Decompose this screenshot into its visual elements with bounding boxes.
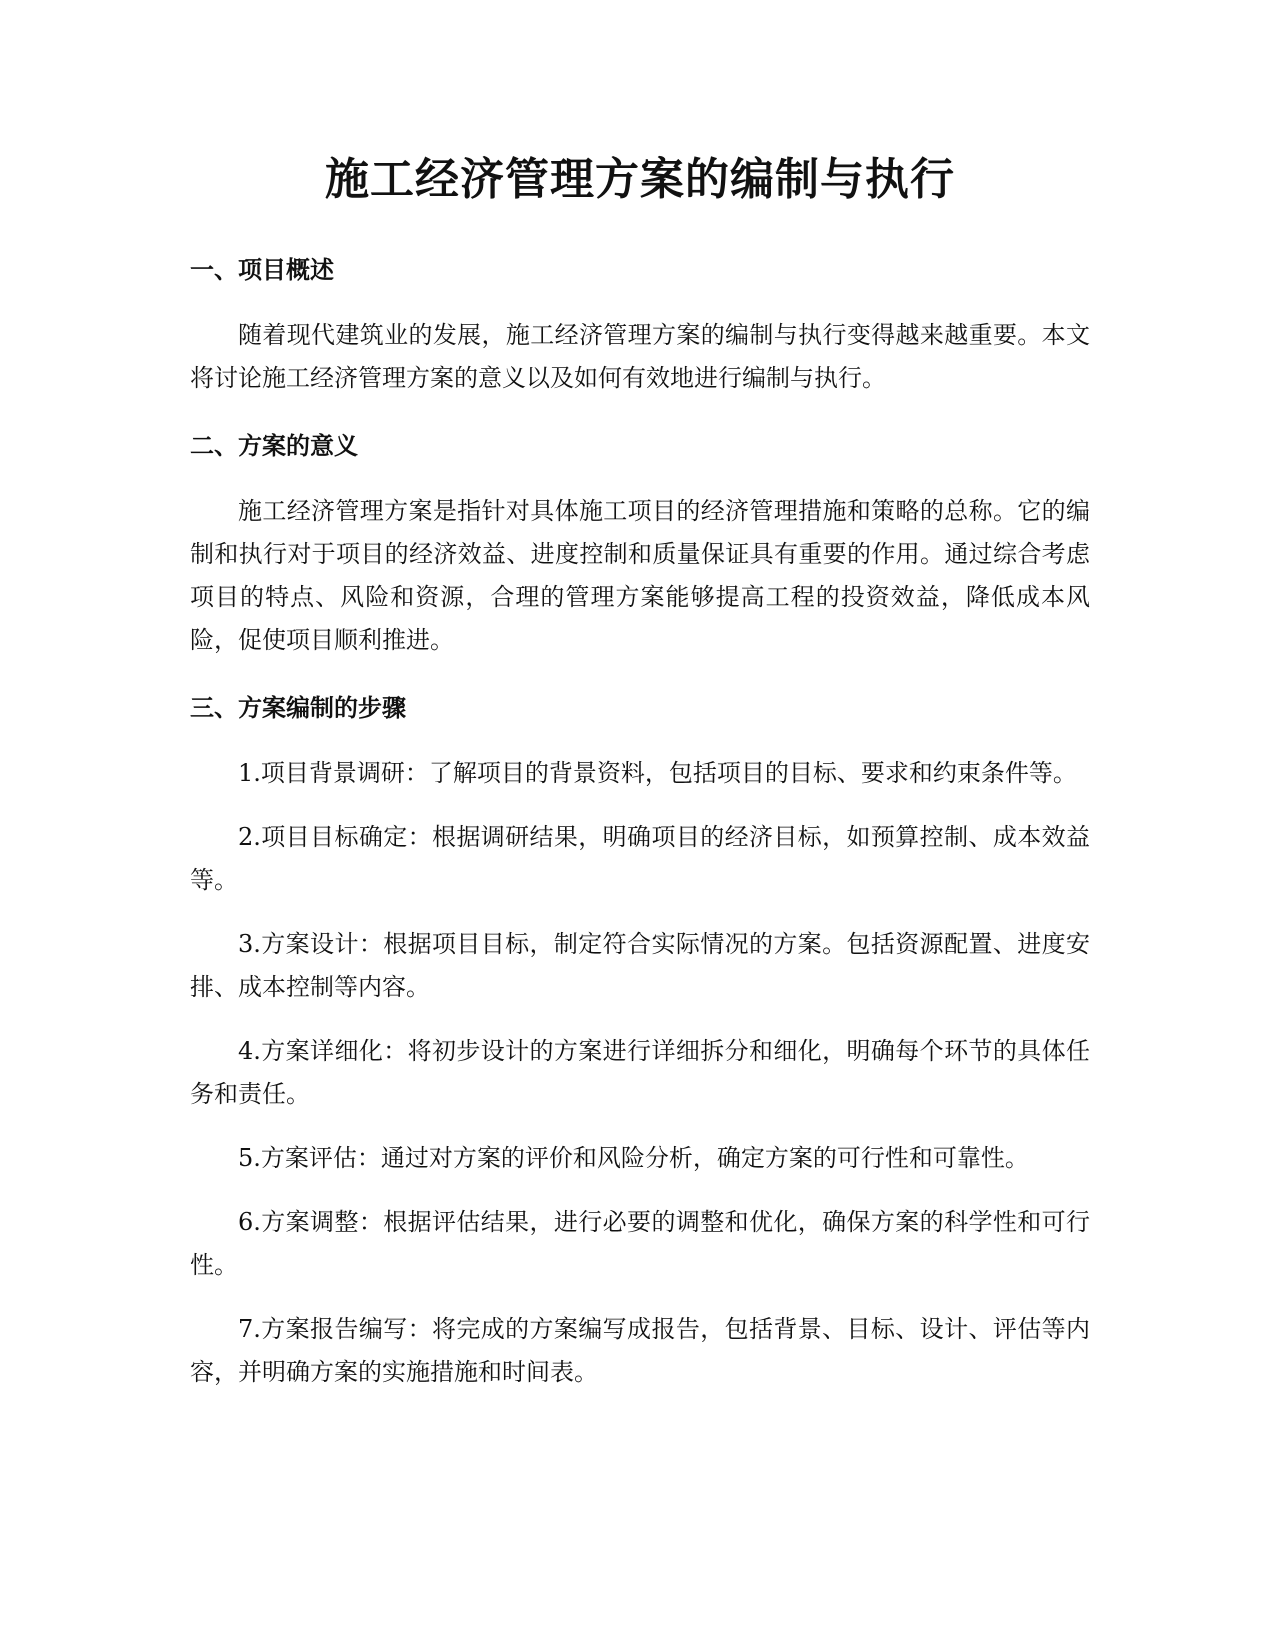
section-heading-overview: 一、项目概述 <box>190 256 334 284</box>
paragraph-overview: 随着现代建筑业的发展，施工经济管理方案的编制与执行变得越来越重要。本文将讨论施工经济管理方案的意义以及如何有效地进行编制与执行。 <box>190 321 1090 392</box>
step-item-4: 4.方案详细化：将初步设计的方案进行详细拆分和细化，明确每个环节的具体任务和责任。 <box>190 1037 1090 1108</box>
step-item-6: 6.方案调整：根据评估结果，进行必要的调整和优化，确保方案的科学性和可行性。 <box>190 1208 1090 1279</box>
section-heading-steps: 三、方案编制的步骤 <box>190 694 406 722</box>
step-item-3: 3.方案设计：根据项目目标，制定符合实际情况的方案。包括资源配置、进度安排、成本控制等内容。 <box>190 930 1090 1001</box>
step-item-1: 1.项目背景调研：了解项目的背景资料，包括项目的目标、要求和约束条件等。 <box>238 759 1077 787</box>
paragraph-significance: 施工经济管理方案是指针对具体施工项目的经济管理措施和策略的总称。它的编制和执行对于项目的经济效益、进度控制和质量保证具有重要的作用。通过综合考虑项目的特点、风险和资源，合理的管理方案能够提高工程的投资效益，降低成本风险，促使项目顺利推进。 <box>190 497 1090 654</box>
document-title: 施工经济管理方案的编制与执行 <box>325 154 955 205</box>
document-body <box>190 148 1090 1415</box>
section-heading-significance: 二、方案的意义 <box>190 432 358 460</box>
step-item-7: 7.方案报告编写：将完成的方案编写成报告，包括背景、目标、设计、评估等内容，并明确方案的实施措施和时间表。 <box>190 1315 1090 1386</box>
step-item-5: 5.方案评估：通过对方案的评价和风险分析，确定方案的可行性和可靠性。 <box>238 1144 1029 1172</box>
step-item-2: 2.项目目标确定：根据调研结果，明确项目的经济目标，如预算控制、成本效益等。 <box>190 823 1090 894</box>
